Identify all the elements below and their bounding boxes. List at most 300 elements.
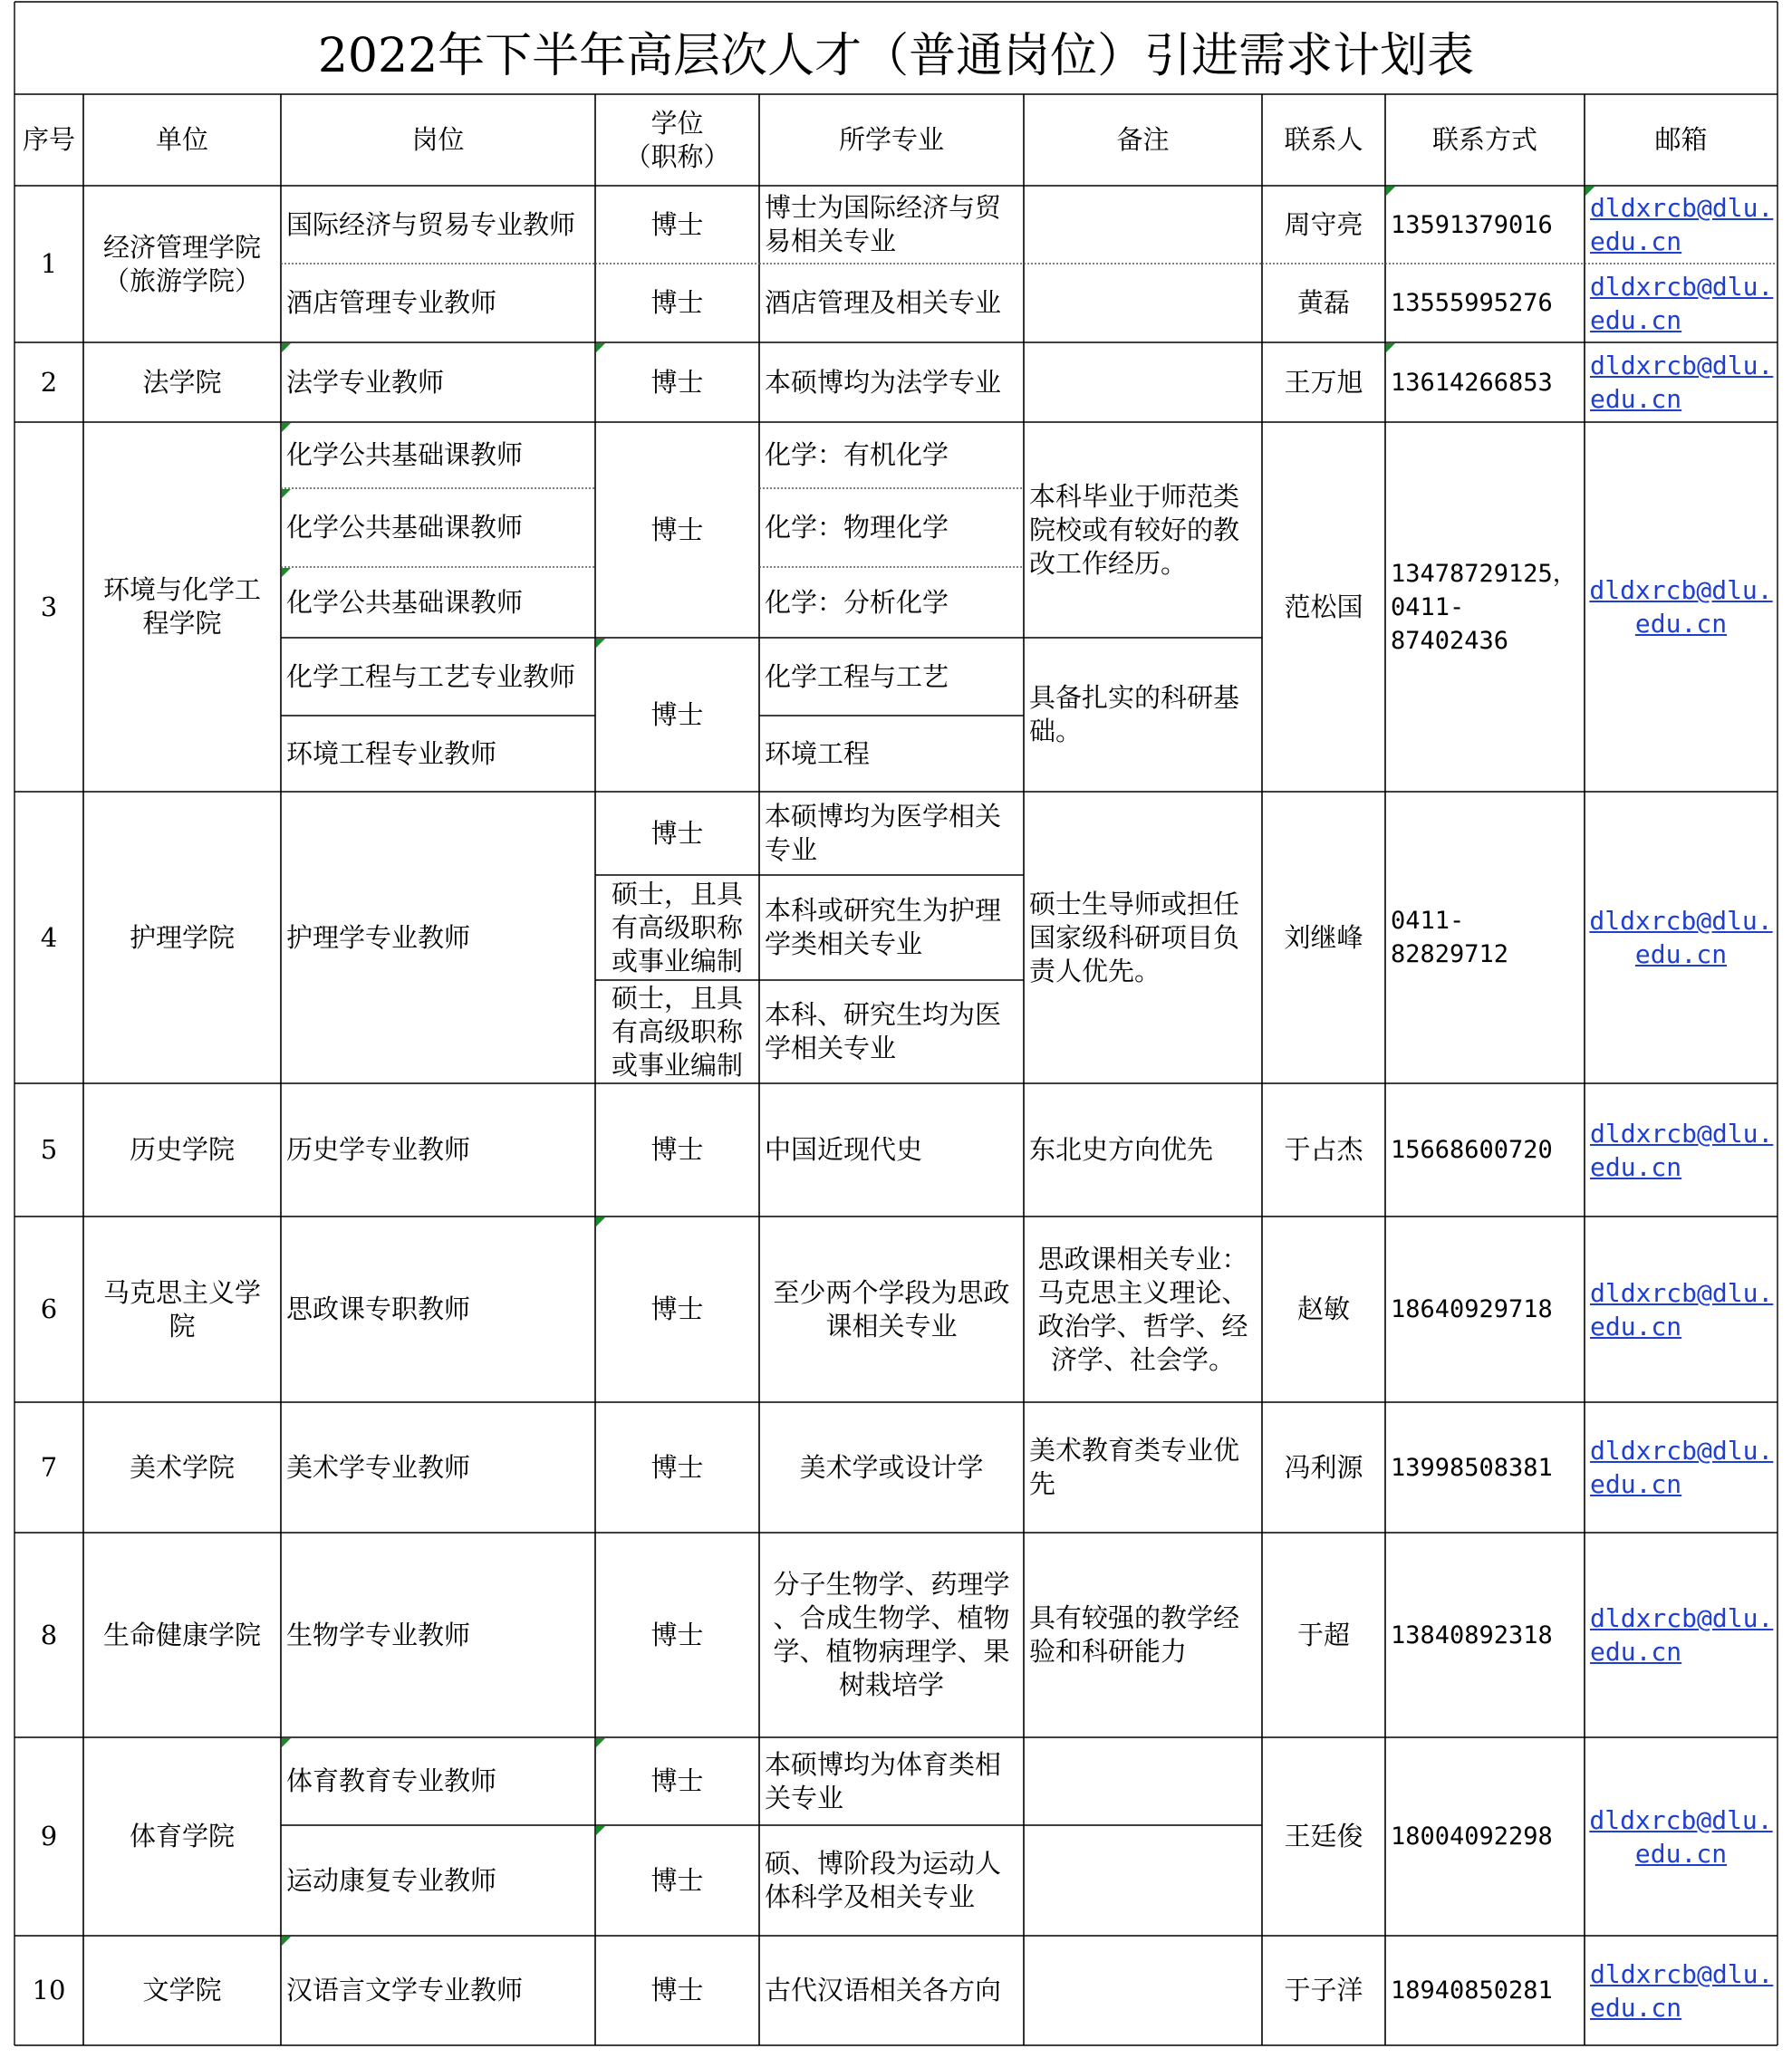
row1b-contact-line-1: 黄磊 — [1296, 287, 1350, 318]
row5-degree — [595, 1083, 759, 1217]
row7-email-line-2[interactable]: edu.cn — [1590, 1469, 1682, 1499]
row2-degree-line-1: 博士 — [650, 366, 704, 398]
row4-major-b-text — [765, 894, 1001, 961]
row8-unit — [83, 1533, 281, 1737]
row3-major-4 — [759, 638, 1024, 716]
row9-contact — [1262, 1737, 1385, 1936]
row9-email-line-2[interactable]: edu.cn — [1634, 1838, 1728, 1869]
row7-email[interactable] — [1585, 1402, 1778, 1533]
row1-seq — [14, 186, 83, 342]
row5-email-line-1[interactable]: dldxrcb@dlu. — [1590, 1118, 1774, 1149]
row10-unit-line-1: 文学院 — [142, 1975, 222, 2005]
header-phone-text — [1432, 123, 1537, 157]
row7-remark-line-1: 美术教育类专业优 — [1029, 1435, 1240, 1466]
row1b-major-line-1: 酒店管理及相关专业 — [765, 287, 1002, 318]
row10-degree — [595, 1936, 759, 2045]
row8-major-line-3: 学、植物病理学、果 — [773, 1636, 1010, 1667]
header-post-text — [411, 123, 464, 157]
row3-email-line-1[interactable]: dldxrcb@dlu. — [1589, 575, 1773, 605]
row9a-major-text — [765, 1748, 1001, 1815]
row3-contact-text — [1284, 591, 1363, 624]
row8-contact-line-1: 于超 — [1296, 1619, 1350, 1650]
row5-phone-line-1: 15668600720 — [1391, 1136, 1553, 1164]
row5-post-line-1: 历史学专业教师 — [286, 1134, 471, 1165]
row5-remark — [1024, 1083, 1262, 1217]
row3-remark-b-line-1: 具备扎实的科研基 — [1029, 682, 1240, 713]
row4-remark — [1024, 792, 1262, 1083]
row9a-degree — [595, 1737, 759, 1825]
page-title: 2022年下半年高层次人才（普通岗位）引进需求计划表 — [317, 28, 1475, 83]
row7-email-line-1[interactable]: dldxrcb@dlu. — [1590, 1436, 1774, 1466]
row1b-email-line-2[interactable]: edu.cn — [1590, 304, 1682, 335]
row4-remark-text — [1029, 888, 1239, 988]
row2-contact-line-1: 王万旭 — [1284, 366, 1363, 398]
row1a-contact-line-1: 周守亮 — [1284, 208, 1363, 240]
row3-seq-line-1: 3 — [40, 591, 58, 622]
row6-seq-line-1: 6 — [40, 1293, 58, 1324]
row1b-post-line-1: 酒店管理专业教师 — [286, 287, 497, 318]
row4-seq — [14, 792, 83, 1083]
row4-major-a — [759, 792, 1024, 875]
row9b-major-line-1: 硕、博阶段为运动人 — [765, 1848, 1002, 1879]
row6-remark-line-3: 政治学、哲学、经 — [1037, 1310, 1248, 1342]
row9b-post-line-1: 运动康复专业教师 — [286, 1864, 497, 1896]
row6-unit-text — [103, 1276, 261, 1343]
row3-post-4 — [281, 638, 595, 716]
row8-degree-line-1: 博士 — [650, 1619, 704, 1650]
row4-email-text — [1589, 904, 1772, 971]
row3-phone-text — [1391, 557, 1579, 658]
row4-email-line-2[interactable]: edu.cn — [1634, 939, 1728, 969]
row1a-phone-line-1: 13591379016 — [1391, 210, 1553, 239]
row8-contact — [1262, 1533, 1385, 1737]
row3-email[interactable] — [1585, 422, 1778, 792]
header-seq — [14, 94, 83, 186]
row10-phone-text — [1391, 1974, 1553, 2007]
row1a-email[interactable] — [1585, 186, 1778, 264]
row9-seq — [14, 1737, 83, 1936]
row1b-phone-line-1: 13555995276 — [1391, 289, 1553, 317]
row7-degree — [595, 1402, 759, 1533]
row10-contact — [1262, 1936, 1385, 2045]
row8-seq-line-1: 8 — [40, 1619, 58, 1650]
row9-contact-text — [1284, 1820, 1363, 1853]
row4-major-c-line-2: 学相关专业 — [765, 1033, 897, 1063]
row1b-degree — [595, 264, 759, 342]
row7-phone-text — [1391, 1451, 1553, 1485]
row1a-major-text — [765, 191, 1001, 258]
row1b-major-text — [765, 286, 1001, 320]
row5-major — [759, 1083, 1024, 1217]
row5-contact-line-1: 于占杰 — [1284, 1134, 1363, 1165]
row3-major-4-line-1: 化学工程与工艺 — [765, 660, 949, 692]
row4-degree-c-text — [612, 982, 743, 1082]
row9a-degree-line-1: 博士 — [650, 1765, 704, 1796]
row6-major-line-2: 课相关专业 — [825, 1310, 958, 1342]
row5-unit — [83, 1083, 281, 1217]
row2-phone — [1385, 342, 1585, 422]
row10-degree-line-1: 博士 — [650, 1975, 704, 2005]
row9a-degree-text — [650, 1765, 703, 1798]
row5-degree-line-1: 博士 — [650, 1134, 704, 1165]
row4-degree-a-line-1: 博士 — [650, 817, 704, 849]
row4-major-c-text — [765, 998, 1001, 1065]
row6-remark-line-1: 思政课相关专业： — [1037, 1243, 1248, 1274]
row10-major-line-1: 古代汉语相关各方向 — [765, 1975, 1002, 2005]
row1b-post-text — [286, 286, 496, 320]
row7-unit-text — [130, 1451, 235, 1485]
row7-unit — [83, 1402, 281, 1533]
row8-post-text — [286, 1619, 470, 1652]
row4-degree-c-line-1: 硕士，且具 — [611, 982, 743, 1014]
header-contact-line-1: 联系人 — [1284, 124, 1363, 155]
row3-major-1-line-1: 化学：有机化学 — [765, 439, 949, 470]
row8-phone-text — [1391, 1619, 1553, 1652]
row6-degree-line-1: 博士 — [650, 1293, 704, 1324]
row1-unit — [83, 186, 281, 342]
row4-contact — [1262, 792, 1385, 1083]
row3-major-3 — [759, 567, 1024, 638]
row10-phone — [1385, 1936, 1585, 2045]
row6-email-line-1[interactable]: dldxrcb@dlu. — [1590, 1277, 1774, 1308]
row3-post-2 — [281, 488, 595, 567]
row9-contact-line-1: 王廷俊 — [1284, 1821, 1363, 1851]
row4-remark-line-2: 国家级科研项目负 — [1029, 921, 1240, 953]
header-contact-text — [1284, 123, 1363, 157]
row1a-email-text — [1590, 191, 1773, 258]
header-phone-line-1: 联系方式 — [1431, 124, 1537, 155]
row4-post-line-1: 护理学专业教师 — [286, 921, 471, 953]
row3-post-3-line-1: 化学公共基础课教师 — [286, 586, 524, 618]
row3-post-5-text — [286, 737, 496, 771]
row4-major-b-line-1: 本科或研究生为护理 — [765, 895, 1002, 926]
row3-post-3-text — [286, 586, 523, 620]
row10-seq-line-1: 10 — [32, 1975, 66, 2005]
row2-email-line-2[interactable]: edu.cn — [1590, 384, 1682, 414]
header-email — [1585, 94, 1778, 186]
row8-major-line-4: 树栽培学 — [838, 1669, 944, 1700]
row7-degree-line-1: 博士 — [650, 1451, 704, 1483]
row6-phone — [1385, 1217, 1585, 1402]
row7-unit-line-1: 美术学院 — [129, 1451, 235, 1483]
row6-major — [759, 1217, 1024, 1402]
row4-seq-text — [41, 921, 57, 955]
row5-contact-text — [1284, 1133, 1363, 1167]
row6-email-text — [1590, 1276, 1773, 1343]
row2-major — [759, 342, 1024, 422]
row8-unit-text — [103, 1619, 261, 1652]
row1a-major-line-1: 博士为国际经济与贸 — [765, 192, 1002, 223]
row3-post-4-line-1: 化学工程与工艺专业教师 — [286, 660, 576, 692]
row5-remark-line-1: 东北史方向优先 — [1029, 1134, 1214, 1165]
row6-phone-text — [1391, 1293, 1553, 1326]
row2-seq-line-1: 2 — [40, 366, 58, 398]
row3-major-2-text — [765, 511, 949, 544]
row6-remark-line-4: 济学、社会学。 — [1050, 1343, 1235, 1375]
row8-contact-text — [1297, 1619, 1350, 1652]
row3-seq — [14, 422, 83, 792]
header-seq-text — [23, 123, 75, 157]
row1-seq-text — [41, 247, 57, 281]
row1b-major — [759, 264, 1024, 342]
row1a-post-text — [286, 208, 575, 242]
row10-email[interactable] — [1585, 1936, 1778, 2045]
row1b-email-text — [1590, 270, 1773, 337]
row7-phone-line-1: 13998508381 — [1391, 1453, 1553, 1482]
row4-degree-c-line-3: 或事业编制 — [611, 1049, 743, 1081]
row7-major-line-1: 美术学或设计学 — [799, 1451, 984, 1483]
row8-email[interactable] — [1585, 1533, 1778, 1737]
row10-degree-text — [650, 1974, 703, 2007]
row10-email-line-1[interactable]: dldxrcb@dlu. — [1590, 1958, 1774, 1989]
row6-unit — [83, 1217, 281, 1402]
header-post-line-1: 岗位 — [411, 124, 465, 155]
row3-unit — [83, 422, 281, 792]
row8-major-line-1: 分子生物学、药理学 — [773, 1569, 1010, 1600]
row4-degree-a-text — [650, 817, 703, 851]
row7-contact-text — [1284, 1451, 1363, 1485]
header-unit — [83, 94, 281, 186]
row4-degree-a — [595, 792, 759, 875]
row3-degree-b-text — [650, 698, 703, 732]
row6-seq — [14, 1217, 83, 1402]
row1-unit-line-1: 经济管理学院 — [102, 231, 261, 263]
row6-post-line-1: 思政课专职教师 — [286, 1293, 471, 1324]
row5-phone-text — [1391, 1133, 1553, 1167]
row3-remark-a-line-3: 改工作经历。 — [1029, 547, 1188, 579]
row3-degree-a-text — [650, 514, 703, 547]
row3-degree-b-line-1: 博士 — [650, 698, 704, 730]
row4-post-text — [286, 921, 470, 955]
row3-email-text — [1589, 573, 1772, 640]
row4-degree-b-line-2: 有高级职称 — [611, 911, 743, 943]
row9a-major-line-2: 关专业 — [765, 1782, 844, 1813]
row1a-phone-text — [1391, 208, 1553, 242]
row7-post-text — [286, 1451, 470, 1485]
row3-remark-a-line-2: 院校或有较好的教 — [1029, 514, 1240, 545]
row2-post — [281, 342, 595, 422]
row9b-post-text — [286, 1864, 496, 1898]
row8-email-text — [1590, 1601, 1773, 1669]
row9a-major — [759, 1737, 1024, 1825]
row2-unit-line-1: 法学院 — [142, 366, 222, 398]
row1a-degree — [595, 186, 759, 264]
row9-email-line-1[interactable]: dldxrcb@dlu. — [1589, 1804, 1773, 1835]
row8-post — [281, 1533, 595, 1737]
row4-major-a-text — [765, 800, 1001, 867]
row4-major-c — [759, 980, 1024, 1083]
row6-degree-text — [650, 1293, 703, 1326]
row8-degree-text — [650, 1619, 703, 1652]
row3-degree-a-line-1: 博士 — [650, 514, 704, 545]
row1a-degree-line-1: 博士 — [650, 208, 704, 240]
row7-post-line-1: 美术学专业教师 — [286, 1451, 471, 1483]
row1b-contact — [1262, 264, 1385, 342]
row3-major-3-text — [765, 586, 949, 620]
row1a-degree-text — [650, 208, 703, 242]
row10-seq-text — [33, 1974, 66, 2007]
row3-phone-line-2: 0411-87402436 — [1391, 592, 1509, 655]
row5-unit-line-1: 历史学院 — [129, 1134, 235, 1165]
row3-post-5-line-1: 环境工程专业教师 — [286, 737, 497, 769]
row2-unit-text — [142, 366, 221, 399]
row5-major-text — [765, 1133, 922, 1167]
row1b-email[interactable] — [1585, 264, 1778, 342]
row5-seq-text — [41, 1133, 57, 1167]
row7-seq-line-1: 7 — [40, 1451, 58, 1483]
row3-seq-text — [41, 591, 57, 624]
row9-email-text — [1589, 1803, 1772, 1870]
row2-contact — [1262, 342, 1385, 422]
row1b-degree-line-1: 博士 — [650, 287, 704, 318]
row7-major-text — [799, 1451, 983, 1485]
row2-post-text — [286, 366, 444, 399]
row3-post-3 — [281, 567, 595, 638]
row5-unit-text — [130, 1133, 235, 1167]
row6-remark-line-2: 马克思主义理论、 — [1037, 1276, 1248, 1308]
row3-post-1 — [281, 422, 595, 488]
row10-contact-line-1: 于子洋 — [1284, 1975, 1363, 2005]
row6-unit-line-2: 院 — [169, 1310, 196, 1342]
row4-unit-line-1: 护理学院 — [129, 921, 235, 953]
row2-seq-text — [41, 366, 57, 399]
row8-seq-text — [41, 1619, 57, 1652]
row2-email-line-1[interactable]: dldxrcb@dlu. — [1590, 351, 1774, 380]
row10-phone-line-1: 18940850281 — [1391, 1976, 1553, 2005]
row5-email-line-2[interactable]: edu.cn — [1590, 1151, 1682, 1182]
row3-phone-line-1: 13478729125， — [1391, 559, 1577, 588]
row8-remark-line-1: 具有较强的教学经 — [1029, 1602, 1240, 1633]
row9b-degree-text — [650, 1864, 703, 1898]
row4-degree-b-line-1: 硕士，且具 — [611, 878, 743, 909]
row1a-phone — [1385, 186, 1585, 264]
row9b-post — [281, 1825, 595, 1936]
row5-email-text — [1590, 1117, 1773, 1184]
row9a-post-text — [286, 1765, 496, 1798]
header-degree-line-1: 学位 — [650, 107, 704, 139]
row3-major-5-text — [765, 737, 870, 771]
row2-email[interactable] — [1585, 342, 1778, 422]
row9-phone — [1385, 1737, 1585, 1936]
row2-contact-text — [1284, 366, 1363, 399]
row6-remark-text — [1037, 1243, 1248, 1377]
row3-post-1-line-1: 化学公共基础课教师 — [286, 439, 524, 470]
row6-email[interactable] — [1585, 1217, 1778, 1402]
row6-email-line-2[interactable]: edu.cn — [1590, 1311, 1682, 1342]
row4-post — [281, 792, 595, 1083]
row3-major-5-line-1: 环境工程 — [765, 737, 871, 769]
row6-post — [281, 1217, 595, 1402]
row5-major-line-1: 中国近现代史 — [765, 1134, 923, 1165]
row1a-post-line-1: 国际经济与贸易专业教师 — [286, 208, 576, 240]
row3-post-2-line-1: 化学公共基础课教师 — [286, 512, 524, 543]
header-major-line-1: 所学专业 — [838, 124, 944, 155]
row2-major-line-1: 本硕博均为法学专业 — [765, 366, 1002, 398]
row9a-major-line-1: 本硕博均为体育类相 — [765, 1748, 1002, 1780]
row4-phone-line-1: 0411-82829712 — [1391, 907, 1509, 968]
row4-contact-text — [1284, 921, 1363, 955]
header-degree — [595, 94, 759, 186]
row1a-email-line-2[interactable]: edu.cn — [1590, 226, 1682, 256]
header-remark-text — [1116, 123, 1169, 157]
row6-contact — [1262, 1217, 1385, 1402]
row4-degree-b-line-3: 或事业编制 — [611, 945, 743, 976]
header-unit-line-1: 单位 — [155, 124, 208, 155]
row1b-degree-text — [650, 286, 703, 320]
row4-phone — [1385, 792, 1585, 1083]
row3-remark-b-text — [1029, 681, 1239, 748]
row3-post-2-text — [286, 511, 523, 544]
header-remark-line-1: 备注 — [1116, 124, 1170, 155]
row7-degree-text — [650, 1451, 703, 1485]
row9-phone-text — [1391, 1820, 1553, 1853]
row3-email-line-2[interactable]: edu.cn — [1634, 609, 1728, 639]
row5-email[interactable] — [1585, 1083, 1778, 1217]
row2-phone-text — [1391, 366, 1553, 399]
row10-post — [281, 1936, 595, 2045]
row10-unit — [83, 1936, 281, 2045]
row5-post — [281, 1083, 595, 1217]
row3-major-4-text — [765, 660, 949, 694]
row1-unit-text — [103, 231, 261, 298]
row2-degree-text — [650, 366, 703, 399]
row8-email-line-1[interactable]: dldxrcb@dlu. — [1590, 1603, 1774, 1633]
row7-post — [281, 1402, 595, 1533]
row4-email[interactable] — [1585, 792, 1778, 1083]
row4-degree-b — [595, 875, 759, 980]
row3-phone — [1385, 422, 1585, 792]
row5-seq — [14, 1083, 83, 1217]
row2-email-text — [1590, 349, 1773, 416]
row5-seq-line-1: 5 — [40, 1134, 58, 1165]
row8-remark-text — [1029, 1601, 1239, 1669]
row1b-email-line-1[interactable]: dldxrcb@dlu. — [1590, 271, 1774, 302]
row9b-major-line-2: 体科学及相关专业 — [765, 1881, 976, 1912]
row10-email-line-2[interactable]: edu.cn — [1590, 1992, 1682, 2023]
header-degree-line-2: （职称） — [624, 140, 730, 172]
row2-degree — [595, 342, 759, 422]
row8-phone — [1385, 1533, 1585, 1737]
row3-degree-a — [595, 422, 759, 638]
row3-major-1 — [759, 422, 1024, 488]
row8-email-line-2[interactable]: edu.cn — [1590, 1637, 1682, 1667]
row4-major-a-line-2: 专业 — [765, 834, 818, 865]
row9-phone-line-1: 18004092298 — [1391, 1822, 1553, 1851]
row6-remark — [1024, 1217, 1262, 1402]
row7-contact-line-1: 冯利源 — [1284, 1451, 1363, 1483]
row9-email[interactable] — [1585, 1737, 1778, 1936]
row2-major-text — [765, 366, 1001, 399]
row4-contact-line-1: 刘继峰 — [1284, 921, 1363, 953]
row9-seq-line-1: 9 — [40, 1821, 58, 1851]
row1a-email-line-1[interactable]: dldxrcb@dlu. — [1590, 193, 1774, 223]
row6-degree — [595, 1217, 759, 1402]
row1b-post — [281, 264, 595, 342]
row1-unit-line-2: （旅游学院） — [102, 264, 261, 296]
row3-remark-a-line-1: 本科毕业于师范类 — [1029, 480, 1240, 512]
row5-contact — [1262, 1083, 1385, 1217]
row1a-contact-text — [1284, 208, 1363, 242]
row10-post-text — [286, 1974, 523, 2007]
row3-remark-b — [1024, 638, 1262, 792]
header-major-text — [839, 123, 944, 157]
row3-remark-a-text — [1029, 480, 1239, 581]
row4-email-line-1[interactable]: dldxrcb@dlu. — [1589, 906, 1773, 936]
row8-post-line-1: 生物学专业教师 — [286, 1619, 471, 1650]
row9b-degree — [595, 1825, 759, 1936]
header-remark — [1024, 94, 1262, 186]
row6-phone-line-1: 18640929718 — [1391, 1295, 1553, 1323]
